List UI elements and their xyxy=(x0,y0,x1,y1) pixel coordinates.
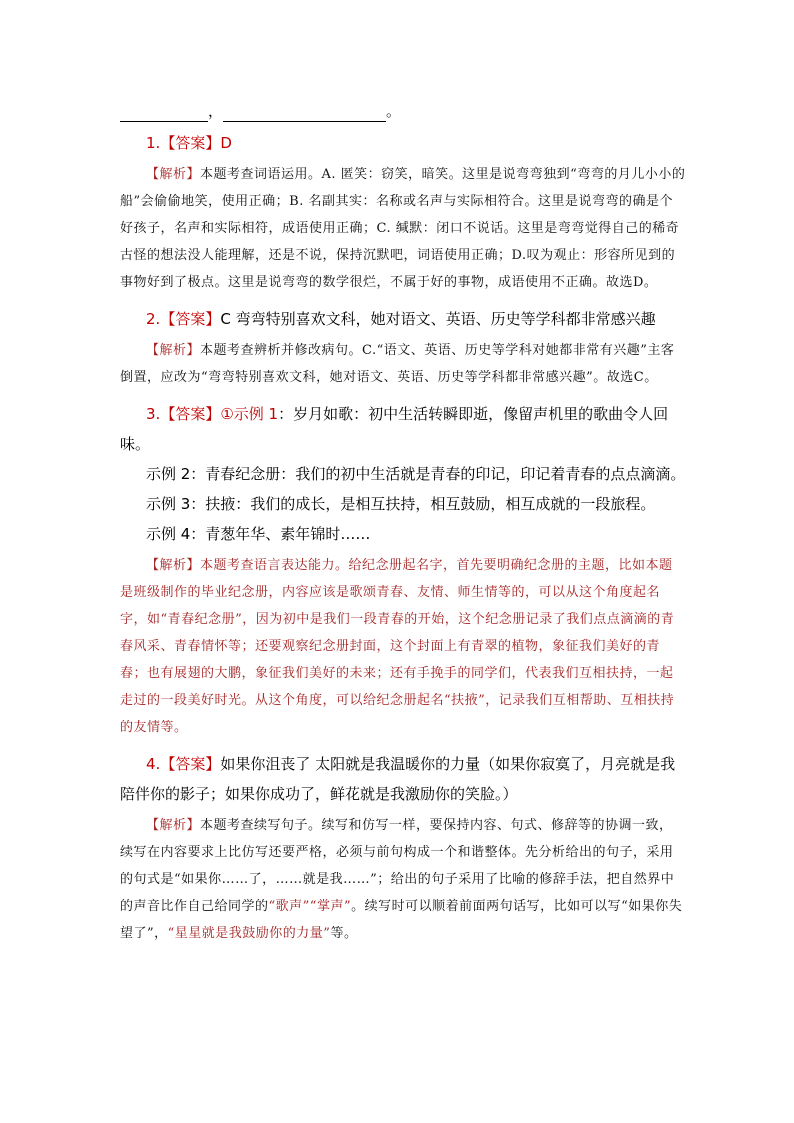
analysis-text: 本题考查辨析并修改病句。C.“语文、英语、历史等学科对她都非常有兴趣”主客倒置，应改为“弯弯特别喜欢文科，她对语文、英语、历史等学科都非常感兴趣”。故选C。 xyxy=(120,343,675,385)
answer-4 xyxy=(120,749,686,809)
analysis-highlight-1: “歌声”“掌声” xyxy=(268,899,352,914)
blank-underline-1 xyxy=(120,107,208,122)
answer-2 xyxy=(120,304,686,334)
analysis-text-b: 。续写时可以顺着前面两句话写，比如可以写“如果你失望了”， xyxy=(120,899,683,941)
analysis-tag: 【解析】 xyxy=(146,558,201,573)
answer-1 xyxy=(120,128,686,158)
analysis-4 xyxy=(120,812,686,947)
example-marker: ①示例 1 xyxy=(220,405,279,423)
analysis-tag: 【解析】 xyxy=(146,343,201,358)
answer-tag: 【答案】 xyxy=(160,310,221,328)
blank-period: 。 xyxy=(386,102,402,120)
answer-3 xyxy=(120,399,686,459)
answer-number: 3. xyxy=(146,405,161,423)
answer-tag: 【答案】 xyxy=(160,755,221,773)
analysis-text-c: 等。 xyxy=(330,926,358,941)
example-2: 示例 2：青春纪念册：我们的初中生活就是青春的印记，印记着青春的点点滴滴。 xyxy=(146,465,686,483)
analysis-text: 本题考查词语运用。A. 匿笑：窃笑，暗笑。这里是说弯弯独到“弯弯的月儿小小的船”会偷偷地笑，使用正确；B. 名副其实：名称或名声与实际相符合。这里是说弯弯的确是个好孩子，名声和实际相符，成语使用正确；C. 缄默：闭口不说话。这里是弯弯觉得自己的稀奇古怪的想法没人能理解，还是不说，保持沉默吧，词语使用正确；D.叹为观止：形容所见到的事物好到了极点。这里是说弯弯的数学很烂，不属于好的事物，成语使用不正确。故选D。 xyxy=(120,167,686,290)
answer-text: C 弯弯特别喜欢文科，她对语文、英语、历史等学科都非常感兴趣 xyxy=(220,310,656,328)
blank-underline-2 xyxy=(223,107,386,122)
answer-text: 如果你沮丧了 太阳就是我温暖你的力量（如果你寂寞了，月亮就是我陪伴你的影子；如果你成功了，鲜花就是我激励你的笑脸。） xyxy=(120,755,676,803)
analysis-3 xyxy=(120,552,686,741)
answer-number: 2. xyxy=(146,310,161,328)
answer-tag: 【答案】 xyxy=(160,405,221,423)
answer-text: ：岁月如歌：初中生活转瞬即逝，像留声机里的歌曲令人回味。 xyxy=(120,405,669,453)
analysis-tag: 【解析】 xyxy=(146,167,201,182)
analysis-1 xyxy=(120,161,686,296)
fill-in-blank-line xyxy=(120,100,401,122)
answer-text: D xyxy=(220,134,232,152)
analysis-tag: 【解析】 xyxy=(146,818,201,833)
analysis-text-a: 本题考查续写句子。续写和仿写一样，要保持内容、句式、修辞等的协调一致，续写在内容要求上比仿写还要严格，必须与前句构成一个和谐整体。先分析给出的句子，采用的句式是“如果你……了，……就是我……”；给出的句子采用了比喻的修辞手法，把自然界中的声音比作自己给同学的 xyxy=(120,818,675,914)
answer-tag: 【答案】 xyxy=(160,134,221,152)
analysis-highlight-2: “星星就是我鼓励你的力量” xyxy=(167,926,331,941)
example-4: 示例 4：青葱年华、素年锦时…… xyxy=(146,525,371,543)
answer-number: 1. xyxy=(146,134,161,152)
example-3: 示例 3：扶掖：我们的成长，是相互扶持，相互鼓励，相互成就的一段旅程。 xyxy=(146,495,656,513)
analysis-text: 本题考查语言表达能力。给纪念册起名字，首先要明确纪念册的主题，比如本题是班级制作的毕业纪念册，内容应该是歌颂青春、友情、师生情等的，可以从这个角度起名字，如“青春纪念册”，因为初中是我们一段青春的开始，这个纪念册记录了我们点点滴滴的青春风采、青春情怀等；还要观察纪念册封面，这个封面上有青翠的植物，象征我们美好的青春；也有展翅的大鹏，象征我们美好的未来；还有手挽手的同学们，代表我们互相扶持，一起走过的一段美好时光。从这个角度，可以给纪念册起名“扶掖”，记录我们互相帮助、互相扶持的友情等。 xyxy=(120,558,675,735)
blank-comma: ， xyxy=(208,102,224,120)
answer-number: 4. xyxy=(146,755,161,773)
analysis-2 xyxy=(120,337,686,391)
answer-content xyxy=(120,128,686,947)
